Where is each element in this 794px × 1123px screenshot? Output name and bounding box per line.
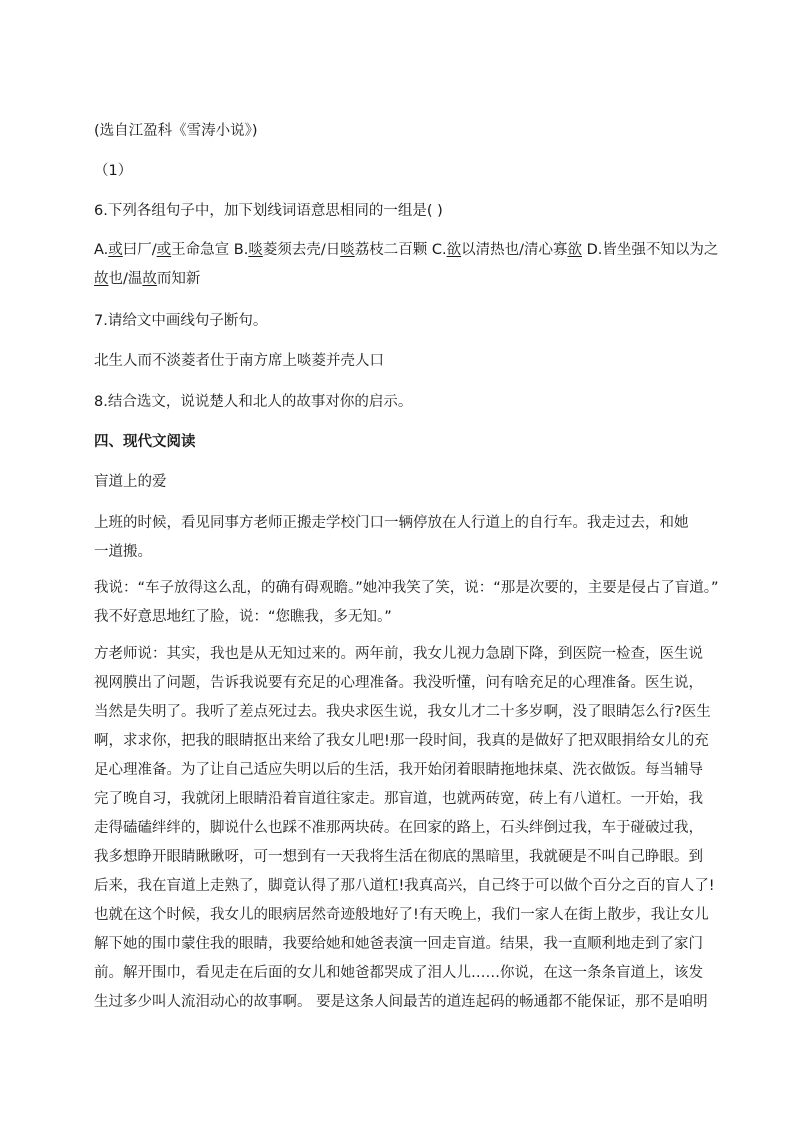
underlined-keyword: 啖 (340, 242, 355, 258)
paragraph-line: 当然是失明了。我听了差点死过去。我央求医生说，我女儿才二十多岁啊，没了眼睛怎么行?医生 (94, 704, 711, 720)
part-label: （1） (94, 163, 133, 179)
question-6-options-line (94, 236, 719, 265)
article-paragraph-1 (94, 509, 708, 567)
option-text: 而知新 (156, 271, 201, 287)
underlined-keyword: 故 (94, 271, 109, 287)
paragraph-line: 后来，我在盲道上走熟了，脚竟认得了那八道杠!我真高兴，自己终于可以做个百分之百的盲人了! (94, 878, 715, 894)
paragraph-line: 我多想睁开眼睛瞅瞅呀，可一想到有一天我将生活在彻底的黑暗里，我就硬是不叫自己睁眼。到 (94, 849, 703, 865)
question-6-options-line (94, 265, 708, 294)
underlined-keyword: 或 (108, 242, 123, 258)
paragraph-line: 方老师说：其实，我也是从无知过来的。两年前，我女儿视力急剧下降，到医院一检查，医生说 (94, 646, 703, 662)
underlined-keyword: 啖 (248, 242, 263, 258)
underlined-keyword: 故 (142, 271, 157, 287)
paragraph-line: 上班的时候，看见同事方老师正搬走学校门口一辆停放在人行道上的自行车。我走过去，和她 (94, 515, 689, 531)
option-text: 王命急宣 B. (171, 242, 249, 258)
paragraph-line: 我不好意思地红了脸，说：“您瞧我，多无知。” (94, 609, 392, 625)
source-note: (选自江盈科《雪涛小说》) (94, 123, 258, 139)
paragraph-line: 啊，求求你，把我的眼睛抠出来给了我女儿吧!那一段时间，我真的是做好了把双眼捐给女儿的充 (94, 733, 709, 749)
option-text: A. (94, 242, 109, 258)
question-7-sentence: 北生人而不淡菱者仕于南方席上啖菱并壳人口 (94, 353, 384, 369)
paragraph-line: 我说：“车子放得这么乱，的确有碍观瞻。”她冲我笑了笑，说：“那是次要的，主要是侵占了盲道。” (94, 580, 719, 596)
option-text: D.皆坐强不知以为之 (581, 242, 719, 258)
paragraph-line: 前。解开围巾，看见走在后面的女儿和她爸都哭成了泪人儿……你说，在这一条条盲道上，该发 (94, 965, 703, 981)
question-6-stem: 6.下列各组句子中，加下划线词语意思相同的一组是( ) (94, 203, 443, 219)
underlined-keyword: 欲 (567, 242, 582, 258)
option-text: 曰厂/ (122, 242, 157, 258)
paragraph-line: 视网膜出了问题，告诉我说要有充足的心理准备。我没听懂，问有啥充足的心理准备。医生说， (94, 675, 703, 691)
question-6-options (94, 236, 719, 294)
option-text: 以清热也/清心寡 (461, 242, 568, 258)
paragraph-line: 解下她的围巾蒙住我的眼睛，我要给她和她爸表演一回走盲道。结果，我一直顺利地走到了家门 (94, 936, 703, 952)
underlined-keyword: 或 (156, 242, 172, 258)
section-heading: 四、现代文阅读 (94, 434, 196, 450)
option-text: 荔枝二百颗 C. (354, 242, 447, 258)
paragraph-line: 一道搬。 (94, 544, 152, 560)
underlined-keyword: 欲 (446, 242, 462, 258)
paragraph-line: 足心理准备。为了让自己适应失明以后的生活，我开始闭着眼睛拖地抹桌、洗衣做饭。每当辅导 (94, 762, 703, 778)
paragraph-line: 生过多少叫人流泪动心的故事啊。 要是这条人间最苦的道连起码的畅通都不能保证，那不是咱明 (94, 994, 708, 1010)
question-7-stem: 7.请给文中画线句子断句。 (94, 313, 268, 329)
question-8-stem: 8.结合选文，说说楚人和北人的故事对你的启示。 (94, 394, 413, 410)
article-paragraph-3 (94, 640, 715, 1017)
article-paragraph-2 (94, 574, 719, 632)
option-text: 也/温 (108, 271, 143, 287)
option-text: 菱须去壳/日 (262, 242, 341, 258)
paragraph-line: 走得磕磕绊绊的，脚说什么也踩不准那两块砖。在回家的路上，石头绊倒过我，车于碰破过我， (94, 820, 703, 836)
paragraph-line: 完了晚自习，我就闭上眼睛沿着盲道往家走。那盲道，也就两砖宽，砖上有八道杠。一开始，我 (94, 791, 703, 807)
paragraph-line: 也就在这个时候，我女儿的眼病居然奇迹般地好了!有天晚上，我们一家人在街上散步，我让女儿 (94, 907, 709, 923)
article-title: 盲道上的爱 (94, 474, 167, 490)
